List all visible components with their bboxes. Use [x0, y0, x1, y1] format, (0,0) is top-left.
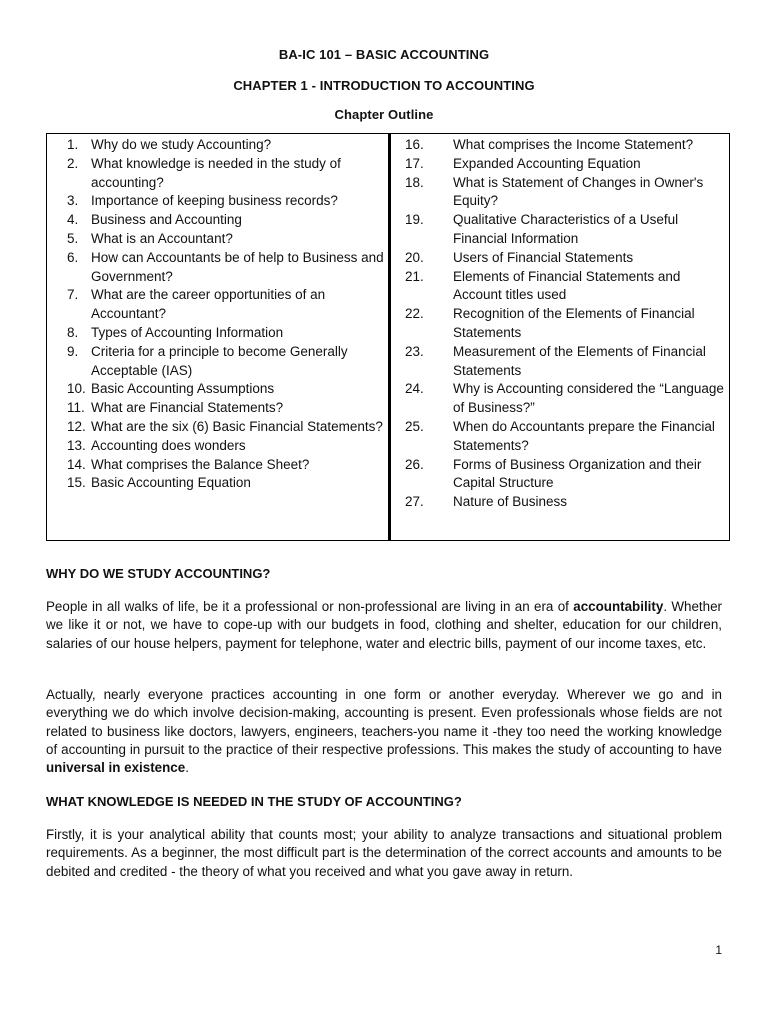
outline-item-number: 24.	[405, 381, 424, 397]
outline-item-number: 4.	[67, 212, 79, 228]
outline-item	[67, 343, 385, 381]
paragraph-text: Actually, nearly everyone practices accounting in one form or another everyday. Wherever we go and in everything we do which involve decision-making, accounting is present. Even professionals whose fields are not related to business like doctors, lawyers, engineers, teachers-you name it -they too need the working knowledge of accounting in pursuit to the practice of their respective professions. This makes the study of accounting to have	[46, 687, 722, 757]
outline-item	[67, 230, 385, 249]
outline-item-text: What is Statement of Changes in Owner's Equity?	[453, 174, 704, 209]
outline-item-text: Why is Accounting considered the “Language of Business?”	[453, 381, 724, 416]
outline-item	[67, 437, 385, 456]
outline-item	[67, 249, 385, 287]
outline-item	[67, 456, 385, 475]
outline-item-number: 20.	[405, 249, 424, 265]
outline-item-text: Basic Accounting Assumptions	[91, 381, 275, 397]
outline-item-text: Measurement of the Elements of Financial Statements	[453, 343, 706, 378]
outline-left-column	[67, 136, 385, 493]
outline-right-column	[405, 136, 727, 512]
outline-item-text: Elements of Financial Statements and Account titles used	[453, 268, 681, 303]
outline-item	[67, 155, 385, 193]
outline-item-text: Recognition of the Elements of Financial Statements	[453, 306, 695, 340]
outline-item-number: 23.	[405, 343, 424, 359]
chapter-title: CHAPTER 1 - INTRODUCTION TO ACCOUNTING	[233, 78, 535, 93]
outline-item	[67, 399, 385, 418]
outline-item	[405, 380, 727, 418]
outline-item-number: 14.	[67, 456, 86, 472]
outline-item-text: Expanded Accounting Equation	[453, 155, 641, 171]
outline-item	[67, 474, 385, 493]
outline-item-number: 13.	[67, 437, 86, 453]
outline-item-text: What comprises the Balance Sheet?	[91, 456, 310, 472]
paragraph-text: .	[185, 760, 189, 776]
outline-item-text: Basic Accounting Equation	[91, 475, 251, 491]
outline-item-text: What are Financial Statements?	[91, 400, 284, 416]
outline-item-number: 18.	[405, 174, 424, 190]
outline-item-number: 7.	[67, 287, 79, 303]
outline-item	[405, 418, 727, 456]
outline-item	[405, 343, 727, 381]
outline-item-text: Types of Accounting Information	[91, 324, 284, 340]
bold-term-accountability: accountability	[573, 599, 664, 614]
outline-item	[405, 155, 727, 174]
paragraph-text: People in all walks of life, be it a professional or non-professional are living in an era of	[46, 599, 574, 614]
outline-item-text: Criteria for a principle to become Generally Acceptable (IAS)	[91, 343, 348, 378]
outline-item-number: 10.	[67, 381, 86, 397]
outline-item	[405, 493, 727, 512]
outline-item-number: 27.	[405, 494, 424, 510]
outline-item-number: 25.	[405, 418, 424, 434]
outline-item-text: Importance of keeping business records?	[91, 193, 338, 209]
outline-item-text: What knowledge is needed in the study of accounting?	[91, 155, 341, 190]
outline-item-number: 26.	[405, 456, 424, 472]
outline-item	[67, 418, 385, 437]
outline-item-number: 8.	[67, 324, 79, 340]
outline-item	[405, 268, 727, 306]
outline-item	[405, 456, 727, 494]
outline-item-number: 9.	[67, 343, 79, 359]
outline-item	[67, 192, 385, 211]
outline-item-text: How can Accountants be of help to Business and Government?	[91, 249, 384, 284]
outline-item	[405, 305, 727, 343]
outline-item-number: 6.	[67, 249, 79, 265]
bold-term-universal: universal in existence	[46, 760, 186, 776]
section-heading-study: WHY DO WE STUDY ACCOUNTING?	[46, 566, 271, 581]
outline-item	[67, 286, 385, 324]
outline-item	[67, 324, 385, 343]
outline-item-number: 16.	[405, 137, 424, 152]
outline-item-text: What is an Accountant?	[91, 230, 233, 246]
outline-item-text: What are the career opportunities of an Accountant?	[91, 287, 326, 322]
outline-item-text: Qualitative Characteristics of a Useful Financial Information	[453, 212, 679, 246]
course-title: BA-IC 101 – BASIC ACCOUNTING	[278, 47, 490, 62]
outline-item	[405, 174, 727, 212]
outline-item-text: Users of Financial Statements	[453, 249, 634, 265]
outline-item-number: 2.	[67, 155, 79, 171]
outline-item-text: What are the six (6) Basic Financial Statements?	[91, 418, 383, 434]
outline-item-number: 22.	[405, 306, 424, 322]
outline-item-text: Accounting does wonders	[91, 437, 246, 453]
outline-item-number: 17.	[405, 155, 424, 171]
paragraph-accountability	[46, 598, 722, 653]
paragraph-analytical-ability: Firstly, it is your analytical ability that counts most; your ability to analyze transactions and situational problem requirements. As a beginner, the most difficult part is the determination of the correct accounts and amounts to be debited and credited - the theory of what you received and what you gave away in return.	[46, 827, 722, 879]
paragraph-text: . Whether we like it or not, we have to cope-up with our budgets in food, clothing and shelter, education for our children, salaries of our house helpers, payment for telephone, water and electric bills, payment of our income taxes, etc.	[46, 599, 722, 651]
outline-title: Chapter Outline	[334, 107, 434, 122]
outline-item	[67, 380, 385, 399]
outline-item-number: 1.	[67, 137, 79, 152]
paragraph-everyday-accounting	[46, 686, 722, 777]
outline-item-text: Why do we study Accounting?	[91, 137, 272, 152]
outline-item-number: 19.	[405, 212, 424, 228]
outline-item-number: 15.	[67, 475, 86, 491]
outline-item-number: 5.	[67, 230, 79, 246]
outline-item-text: When do Accountants prepare the Financial Statements?	[453, 418, 715, 453]
chapter-outline-box	[46, 133, 730, 541]
outline-item-number: 21.	[405, 268, 424, 284]
outline-item-number: 12.	[67, 418, 86, 434]
outline-item-text: Nature of Business	[453, 494, 568, 510]
outline-item	[405, 211, 727, 249]
outline-item	[405, 249, 727, 268]
outline-item	[405, 136, 727, 155]
column-divider	[388, 134, 391, 540]
section-heading-knowledge: WHAT KNOWLEDGE IS NEEDED IN THE STUDY OF ACCOUNTING?	[46, 794, 462, 809]
outline-item	[67, 136, 385, 155]
outline-item-number: 3.	[67, 193, 79, 209]
outline-item-text: Business and Accounting	[91, 212, 242, 228]
page-number: 1	[715, 943, 722, 957]
outline-item-text: Forms of Business Organization and their Capital Structure	[453, 456, 702, 491]
outline-item-number: 11.	[67, 400, 85, 416]
outline-item	[67, 211, 385, 230]
outline-item-text: What comprises the Income Statement?	[453, 137, 694, 152]
